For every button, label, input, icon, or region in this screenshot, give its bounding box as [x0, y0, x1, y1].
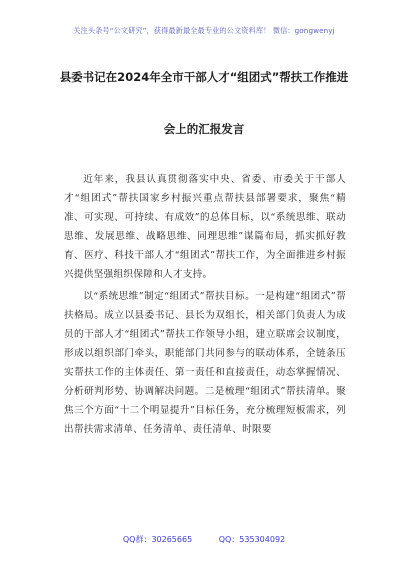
- document-title-line-2: 会上的汇报发言: [163, 122, 245, 136]
- footer-qq-group: QQ群：30265665: [122, 535, 193, 544]
- header-banner: 关注头条号“公文研究”，获得最新最全最专业的公文资料库！ 微信：gongwenyj: [73, 26, 335, 35]
- footer-contact: [0, 534, 408, 545]
- document-body: [64, 170, 346, 439]
- body-paragraph: 近年来，我县认真贯彻落实中央、省委、市委关于干部人才“组团式”帮扶国家乡村振兴重点帮扶县部署要求，聚焦“精准、可实现、可持续、有成效”的总体目标，以“系统思维、联动思维、发展思维、战略思维、同理思维”谋篇布局，抓实抓好教育、医疗、科技干部人才“组团式”帮扶工作，为全面推进乡村振兴提供坚强组织保障和人才支持。: [64, 174, 346, 281]
- footer-qq: QQ：535304092: [218, 535, 286, 544]
- document-title-line-1: 县委书记在2024年全市干部人才“组团式”帮扶工作推进: [59, 70, 349, 84]
- body-paragraph: 以“系统思维”制定“组团式”帮扶目标。一是构建“组团式”帮扶格局。成立以县委书记、县长为双组长，相关部门负责人为成员的干部人才“组团式”帮扶工作领导小组，建立联席会议制度，形成以组织部门牵头，职能部门共同参与的联动体系，全链条压实帮扶工作的主体责任、第一责任和直接责任，动态掌握情况、分析研判形势、协调解决问题。二是梳理“组团式”帮扶清单。聚焦三个方面“十二个明显提升”目标任务，充分梳理短板需求，列出帮扶需求清单、任务清单、责任清单、时限要: [64, 290, 346, 436]
